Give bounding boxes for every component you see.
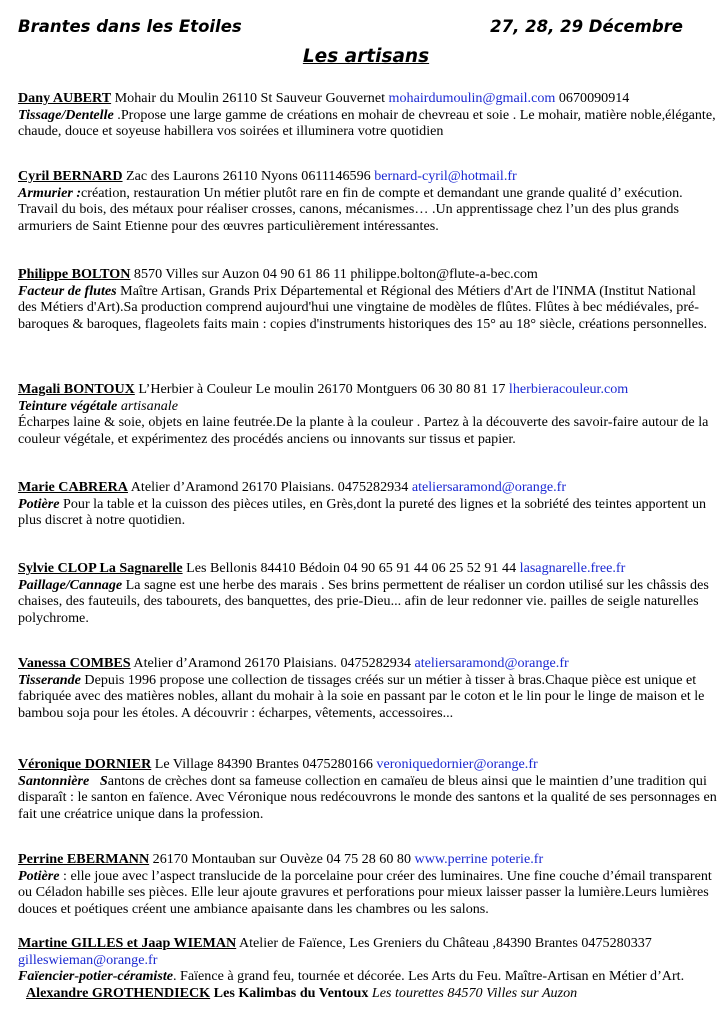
artisan-name: Philippe BOLTON bbox=[18, 266, 131, 282]
artisan-profession: Facteur de flutes bbox=[18, 282, 117, 299]
artisan-link[interactable]: mohairdumoulin@gmail.com bbox=[388, 90, 556, 106]
event-name: Brantes dans les Etoiles bbox=[18, 17, 242, 36]
artisan-name: Dany AUBERT bbox=[18, 90, 112, 106]
artisan-profession: Paillage/Cannage bbox=[18, 576, 123, 593]
artisan-link[interactable]: veroniquedornier@orange.fr bbox=[376, 756, 538, 772]
artisan-profession: Armurier : bbox=[18, 184, 82, 201]
artisan-name: Marie CABRERA bbox=[18, 479, 128, 495]
artisan-entry bbox=[18, 655, 718, 721]
artisan-address: Les tourettes 84570 Villes sur Auzon bbox=[368, 985, 578, 1001]
artisan-description: création, restauration Un métier plutôt rare en fin de compte et demandant une grande qualité d’ exécution. Travail du bois, des métaux pour réaliser crosses, canons, mécanismes… .Un apprentissage chez l’un des plus grands armuriers de Saint Etienne pour des œuvres particulièrement intéressantes. bbox=[18, 184, 683, 234]
artisan-link[interactable]: gilleswieman@orange.fr bbox=[18, 951, 158, 968]
event-dates: 27, 28, 29 Décembre bbox=[490, 17, 683, 36]
artisan-contact: L’Herbier à Couleur Le moulin 26170 Montguers 06 30 80 81 17 bbox=[134, 381, 509, 397]
artisan-entry bbox=[18, 851, 718, 917]
artisan-profession: Tisserande bbox=[18, 671, 81, 688]
artisan-description: Écharpes laine & soie, objets en laine feutrée.De la plante à la couleur . Partez à la découverte des savoir-faire autour de la couleur végétale, et expérimentez des procédés anciens ou innovants sur tissus et papier. bbox=[18, 414, 709, 447]
artisan-entry bbox=[18, 381, 718, 447]
artisan-description: Depuis 1996 propose une collection de tissages créés sur un métier à tisser à bras.Chaque pièce est unique et fabriquée avec des matières nobles, allant du mohair à la soie en passant par le coton et le lin pour le linge de maison et le bambou soja pour les étoles. A découvrir : écharpes, vêtements, accessoires... bbox=[18, 671, 705, 721]
artisan-name: Alexandre GROTHENDIECK bbox=[26, 985, 211, 1001]
page-header bbox=[18, 17, 683, 41]
artisan-description: La sagne est une herbe des marais . Ses brins permettent de réaliser un cordon utilisé sur les châssis des chaises, des fauteuils, des tabourets, des banquettes, des prie-Dieu... afin de leur redonner vie. pailles de seigle naturelles polychrome. bbox=[18, 576, 709, 626]
artisan-entry bbox=[18, 266, 718, 332]
page-title: Les artisans bbox=[302, 46, 430, 67]
artisan-profession: Faïencier-potier-céramiste bbox=[18, 968, 173, 985]
artisan-name: Véronique DORNIER bbox=[18, 756, 152, 772]
artisan-profession: Teinture végétale bbox=[18, 397, 118, 414]
artisan-entry bbox=[18, 560, 718, 626]
artisan-description: .Propose une large gamme de créations en mohair de chevreau et soie . Le mohair, matière noble,élégante, chaude, douce et soyeuse habillera vos soirées et illuminera votre quotidien bbox=[18, 106, 716, 140]
artisan-contact: Atelier d’Aramond 26170 Plaisians. 0475282934 bbox=[128, 479, 412, 495]
artisan-shop: Les Kalimbas du Ventoux bbox=[210, 985, 369, 1001]
artisan-entry bbox=[18, 90, 718, 140]
artisan-name: Martine GILLES et Jaap WIEMAN bbox=[18, 935, 237, 951]
artisan-description: . Faïence à grand feu, tournée et décorée. Les Arts du Feu. Maître-Artisan en Métier d’Art. bbox=[173, 968, 685, 985]
artisan-link[interactable]: lasagnarelle.free.fr bbox=[519, 560, 626, 576]
artisan-profession: Santonnière bbox=[18, 772, 90, 789]
artisan-drop-cap: S bbox=[99, 772, 108, 789]
artisan-description: Maître Artisan, Grands Prix Départemental et Régional des Métiers d'Art de l'INMA (Institut National des Métiers d'Art).Sa production comprend aujourd'hui une vingtaine de modèles de flûtes. Flûtes à bec médiévales, pré-baroques & baroques, flageolets faits main : copies d'instruments historiques des 15° au 18° siècle, créations personnelles. bbox=[18, 282, 707, 332]
artisan-name: Perrine EBERMANN bbox=[18, 851, 150, 867]
artisan-name: Cyril BERNARD bbox=[18, 168, 123, 184]
artisan-profession: Tissage/Dentelle bbox=[18, 106, 114, 123]
artisan-entry-last bbox=[26, 985, 577, 1002]
artisan-contact: Le Village 84390 Brantes 0475280166 bbox=[151, 756, 377, 772]
artisan-contact: 26170 Montauban sur Ouvèze 04 75 28 60 80 bbox=[149, 851, 415, 867]
artisan-contact: Zac des Laurons 26110 Nyons 0611146596 bbox=[122, 168, 375, 184]
artisan-name: Magali BONTOUX bbox=[18, 381, 135, 397]
artisan-contact: Atelier d’Aramond 26170 Plaisians. 0475282934 bbox=[130, 655, 415, 671]
artisan-profession: Potière bbox=[18, 495, 60, 512]
artisan-description: Pour la table et la cuisson des pièces utiles, en Grès,dont la pureté des lignes et la sobriété des teintes apportent un plus discret à notre quotidien. bbox=[18, 495, 707, 529]
artisan-name: Vanessa COMBES bbox=[18, 655, 131, 671]
artisan-entry bbox=[18, 479, 718, 529]
artisan-link[interactable]: bernard-cyril@hotmail.fr bbox=[374, 168, 517, 184]
artisan-link[interactable]: lherbieracouleur.com bbox=[508, 381, 629, 397]
artisan-description: : elle joue avec l’aspect translucide de la porcelaine pour créer des luminaires. Une fine couche d’émail transparent ou Céladon habille ses pièces. Elle leur ajoute gravures et perforations pour mieux laisser passer la lumière.Leurs lumières douces et poétiques créent une ambiance apaisante dans les chambres ou les salons. bbox=[18, 867, 712, 917]
artisan-contact: Mohair du Moulin 26110 St Sauveur Gouvernet bbox=[111, 90, 389, 106]
artisan-entry bbox=[18, 756, 718, 822]
artisan-name: Sylvie CLOP La Sagnarelle bbox=[18, 560, 183, 576]
artisan-link[interactable]: www.perrine poterie.fr bbox=[414, 851, 544, 867]
artisan-link[interactable]: ateliersaramond@orange.fr bbox=[411, 479, 567, 495]
artisan-description: antons de crèches dont sa fameuse collection en camaïeu de bleus ainsi que le maintien d’une tradition qui disparaît : le santon en faïence. Avec Véronique nous redécouvrons le monde des santons et la qualité de ses personnages en fait une créatrice unique dans la profession. bbox=[18, 772, 717, 822]
artisan-entry bbox=[18, 168, 718, 234]
artisan-contact: Les Bellonis 84410 Bédoin 04 90 65 91 44 06 25 52 91 44 bbox=[182, 560, 520, 576]
artisan-contact: 8570 Villes sur Auzon 04 90 61 86 11 philippe.bolton@flute-a-bec.com bbox=[130, 266, 538, 282]
artisan-phone: 0670090914 bbox=[555, 90, 630, 106]
artisan-entry bbox=[18, 935, 718, 985]
artisan-profession-suffix: artisanale bbox=[117, 397, 178, 414]
artisan-profession: Potière bbox=[18, 867, 60, 884]
artisan-link[interactable]: ateliersaramond@orange.fr bbox=[414, 655, 569, 671]
artisan-contact: Atelier de Faïence, Les Greniers du Château ,84390 Brantes 0475280337 bbox=[236, 935, 652, 951]
